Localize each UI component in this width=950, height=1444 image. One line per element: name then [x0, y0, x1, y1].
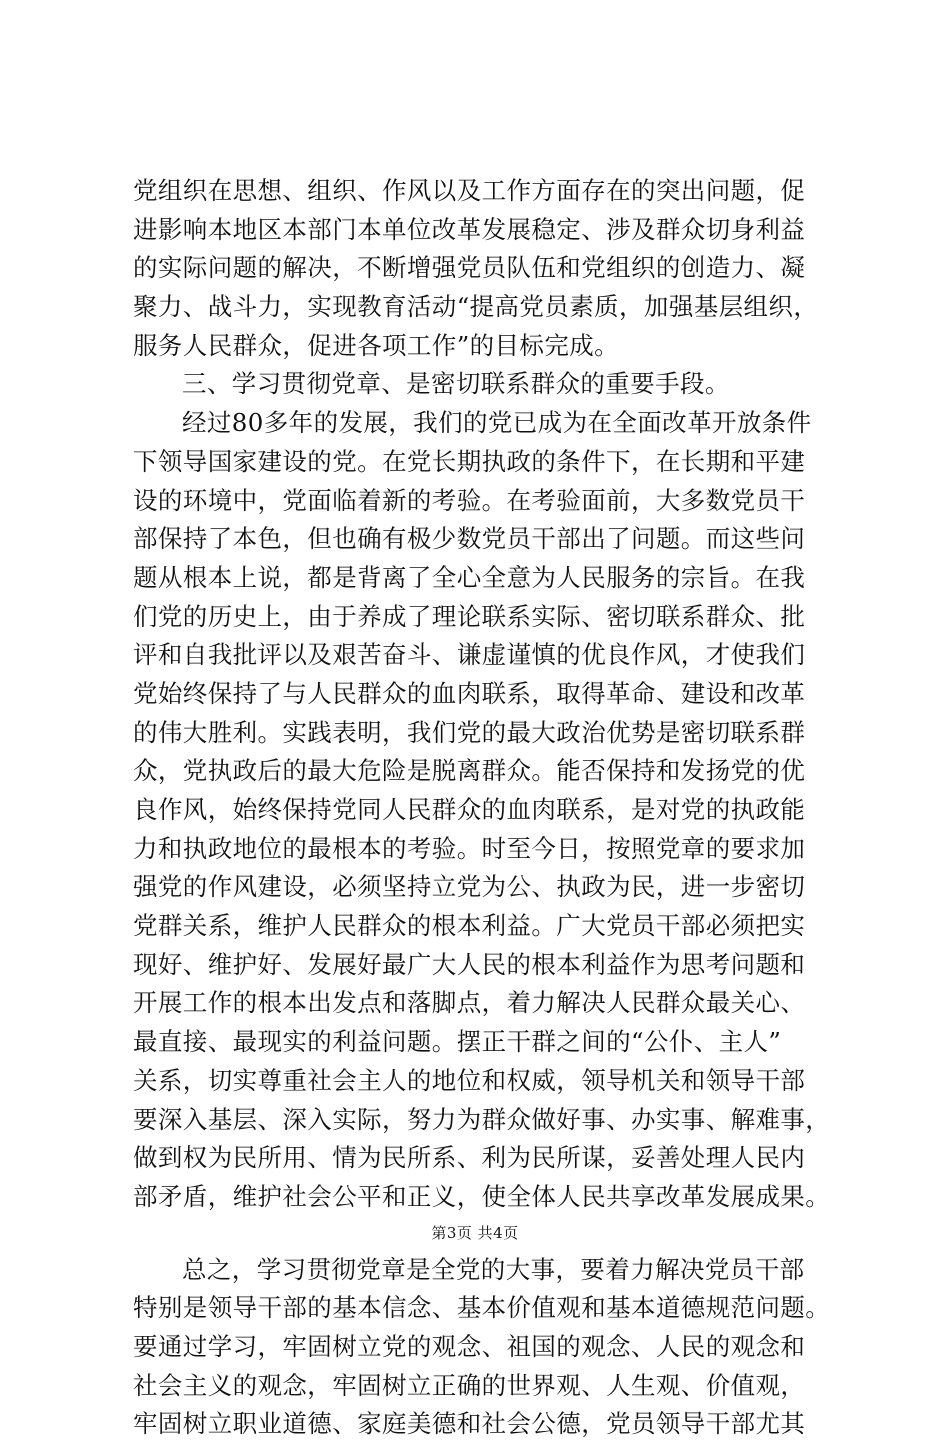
paragraph-line: 部矛盾，维护社会公平和正义，使全体人民共享改革发展成果。: [133, 1181, 831, 1211]
paragraph-line: 部保持了本色，但也确有极少数党员干部出了问题。而这些问: [133, 524, 806, 554]
paragraph-line: 经过80多年的发展，我们的党已成为在全面改革开放条件: [182, 408, 812, 438]
paragraph-line: 党组织在思想、组织、作风以及工作方面存在的突出问题，促: [133, 176, 806, 205]
paragraph-line: 众，党执政后的最大危险是脱离群众。能否保持和发扬党的优: [133, 756, 806, 786]
paragraph-line: 评和自我批评以及艰苦奋斗、谦虚谨慎的优良作风，才使我们: [133, 640, 806, 670]
paragraph-line: 进影响本地区本部门本单位改革发展稳定、涉及群众切身利益: [133, 214, 806, 244]
paragraph-line: 党群关系，维护人民群众的根本利益。广大党员干部必须把实: [133, 911, 806, 941]
paragraph-line: 的实际问题的解决，不断增强党员队伍和党组织的创造力、凝: [133, 253, 806, 283]
paragraph-line: 下领导国家建设的党。在党长期执政的条件下，在长期和平建: [133, 446, 806, 476]
paragraph-line: 关系，切实尊重社会主人的地位和权威，领导机关和领导干部: [133, 1065, 806, 1095]
paragraph-line: 总之，学习贯彻党章是全党的大事，要着力解决党员干部: [182, 1254, 805, 1284]
paragraph-line: 现好、维护好、发展好最广大人民的根本利益作为思考问题和: [133, 949, 806, 979]
paragraph-line: 要深入基层、深入实际，努力为群众做好事、办实事、解难事，: [133, 1104, 831, 1134]
section-heading: 三、学习贯彻党章、是密切联系群众的重要手段。: [182, 369, 730, 399]
paragraph-line: 强党的作风建设，必须坚持立党为公、执政为民，进一步密切: [133, 872, 806, 902]
paragraph-line: 特别是领导干部的基本信念、基本价值观和基本道德规范问题。: [133, 1293, 831, 1323]
paragraph-line: 良作风，始终保持党同人民群众的血肉联系，是对党的执政能: [133, 795, 806, 824]
paragraph-line: 社会主义的观念，牢固树立正确的世界观、人生观、价值观，: [133, 1370, 806, 1400]
paragraph-line: 要通过学习，牢固树立党的观念、祖国的观念、人民的观念和: [133, 1331, 806, 1361]
paragraph-line: 开展工作的根本出发点和落脚点，着力解决人民群众最关心、: [133, 988, 806, 1018]
paragraph-line: 力和执政地位的最根本的考验。时至今日，按照党章的要求加: [133, 833, 806, 863]
paragraph-line: 的伟大胜利。实践表明，我们党的最大政治优势是密切联系群: [133, 717, 806, 747]
paragraph-line: 们党的历史上，由于养成了理论联系实际、密切联系群众、批: [133, 601, 806, 631]
paragraph-line: 服务人民群众，促进各项工作”的目标完成。: [133, 330, 620, 360]
paragraph-line: 做到权为民所用、情为民所系、利为民所谋，妥善处理人民内: [133, 1143, 806, 1173]
page-number-footer: 第3页 共4页: [431, 1224, 519, 1242]
paragraph-line: 牢固树立职业道德、家庭美德和社会公德，党员领导干部尤其: [133, 1409, 806, 1439]
paragraph-line: 聚力、战斗力，实现教育活动“提高党员素质，加强基层组织，: [133, 292, 819, 322]
document-body: [133, 172, 833, 1444]
paragraph-line: 党始终保持了与人民群众的血肉联系，取得革命、建设和改革: [133, 678, 806, 708]
paragraph-line: 设的环境中，党面临着新的考验。在考验面前，大多数党员干: [133, 485, 806, 515]
paragraph-line: 最直接、最现实的利益问题。摆正干群之间的“公仆、主人”: [133, 1027, 782, 1057]
paragraph-line: 题从根本上说，都是背离了全心全意为人民服务的宗旨。在我: [133, 562, 806, 592]
